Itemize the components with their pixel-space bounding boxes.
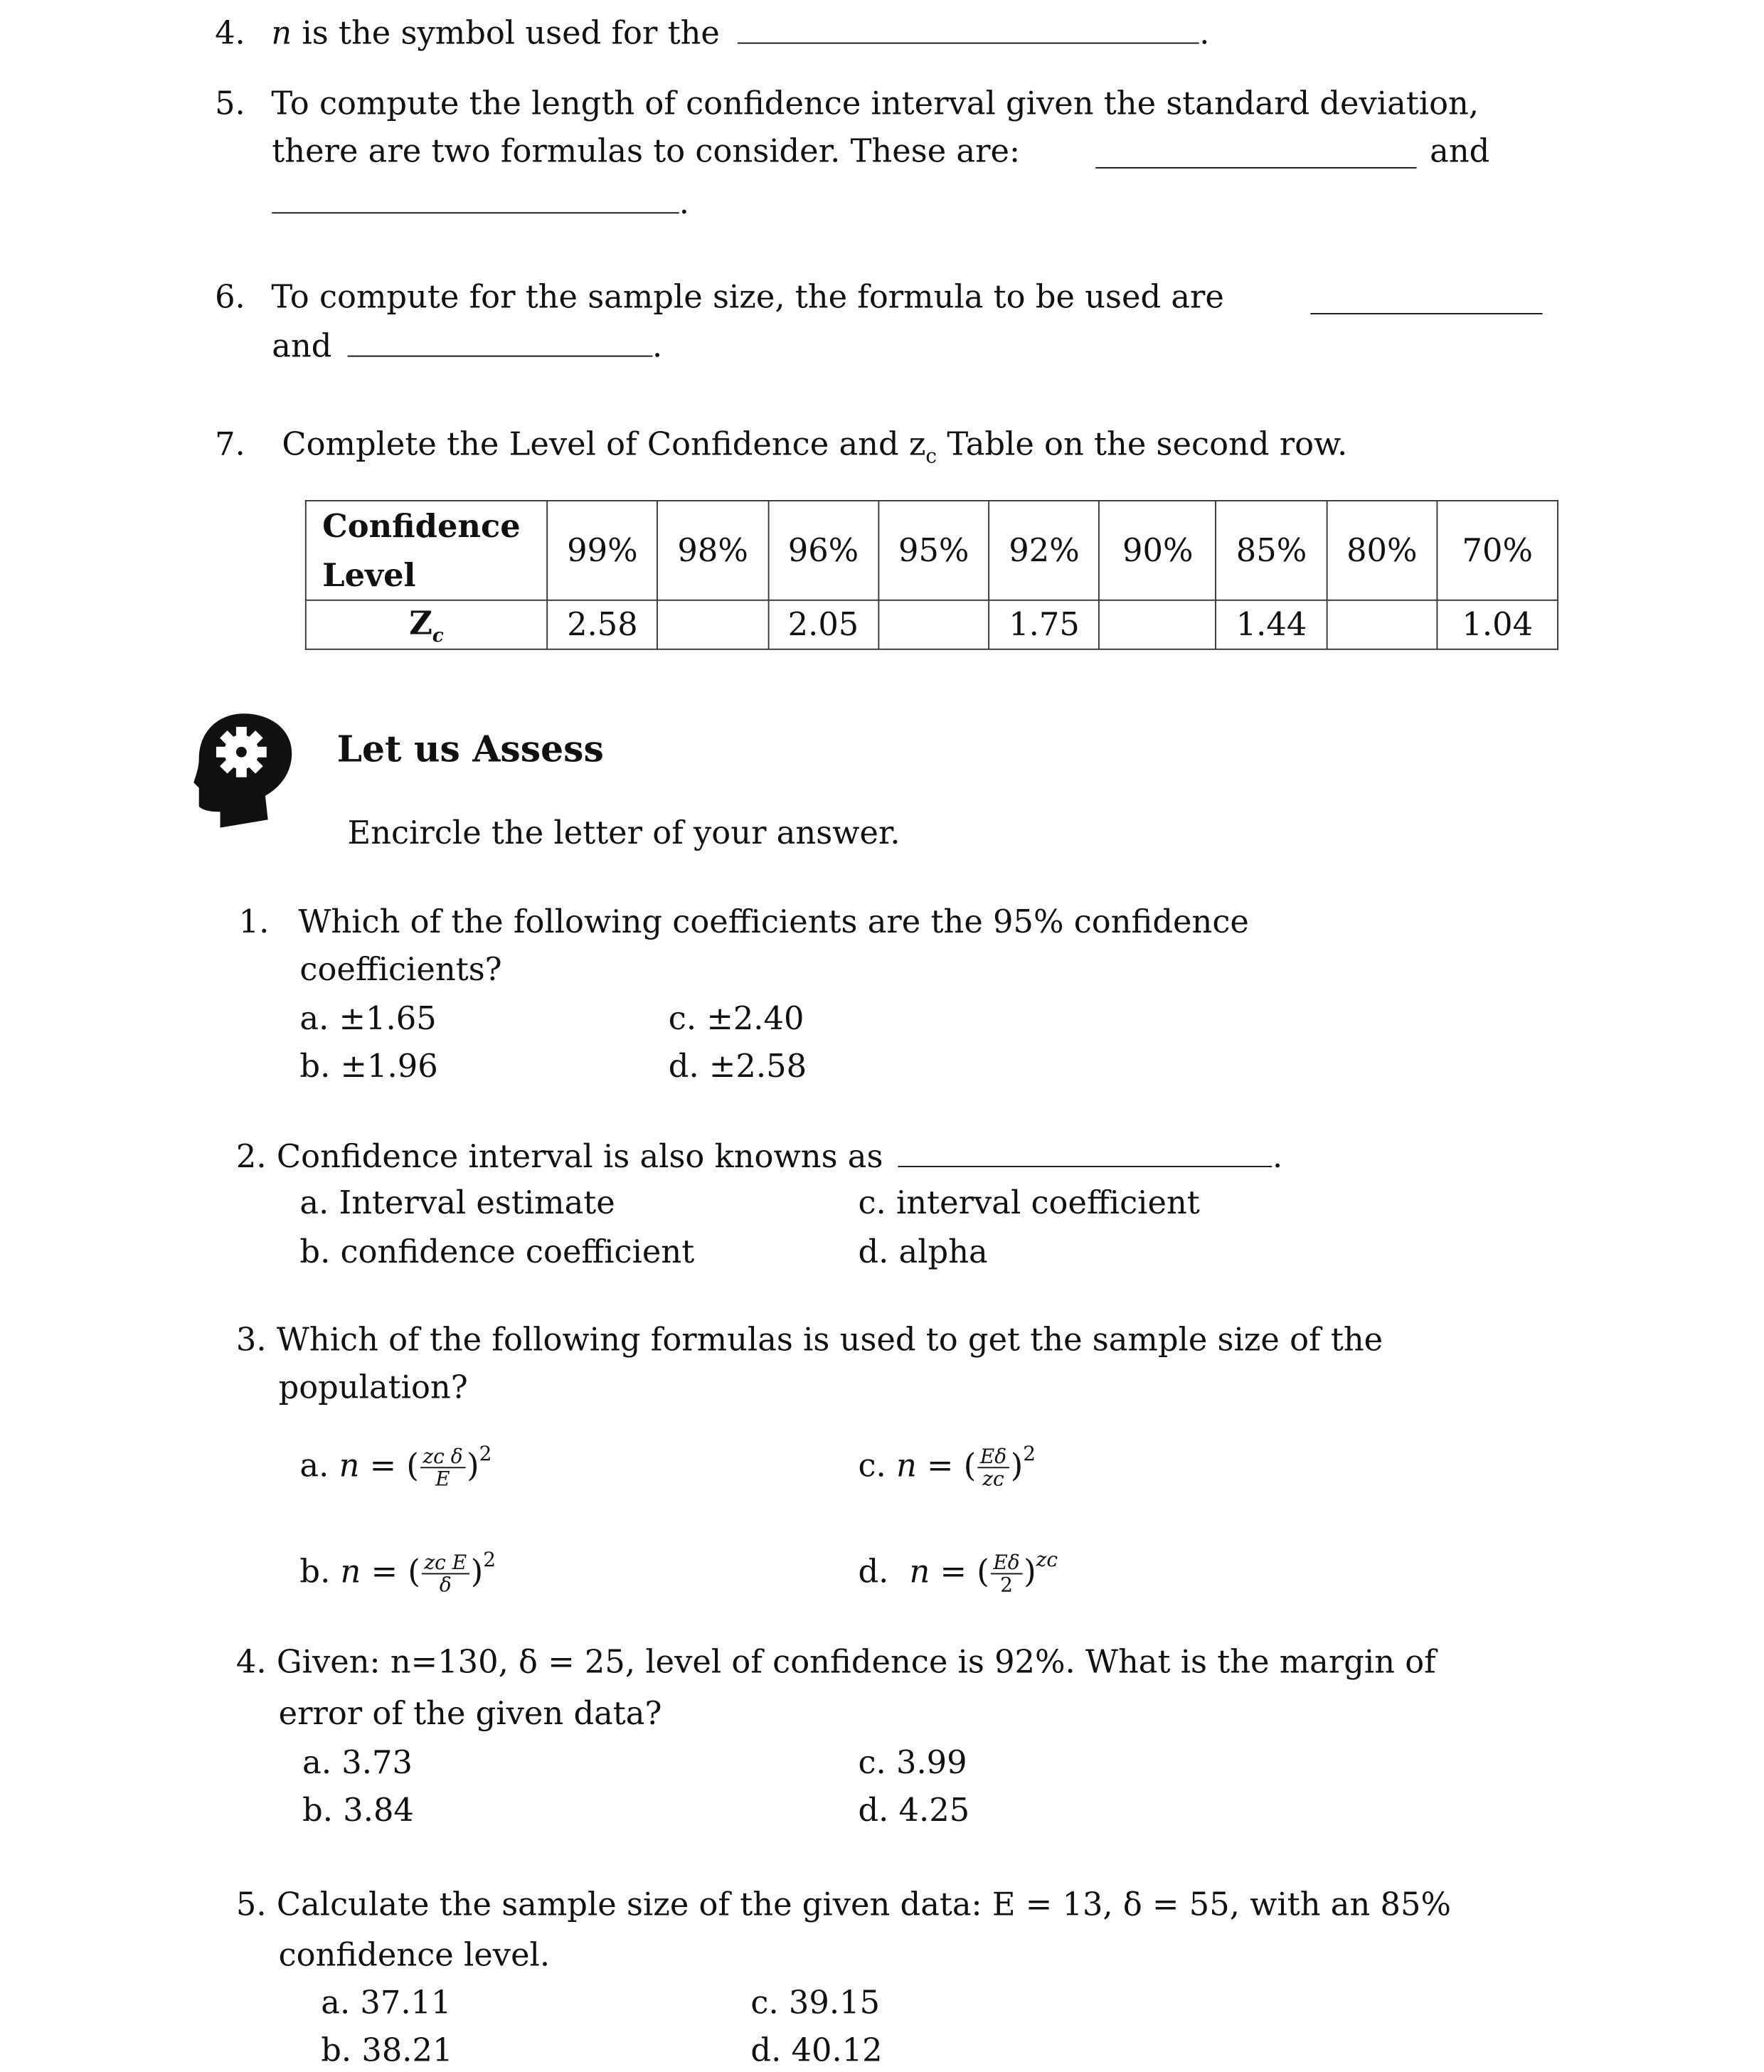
choice-a[interactable]: a. Interval estimate bbox=[299, 1184, 615, 1222]
choice-c-formula[interactable]: c. n = ( $\frac{E\delta}{\text{zᴄ}}$ )$^2$ bbox=[858, 1441, 1036, 1491]
answer-blank[interactable] bbox=[738, 11, 1199, 44]
zc-cell[interactable]: 2.05 bbox=[768, 600, 878, 649]
and-text: and bbox=[272, 327, 332, 365]
item-7 bbox=[215, 423, 1347, 477]
choice-a-formula[interactable]: a. n = ( $\frac{\text{zᴄ δ}}{E}$ )$^2$ bbox=[299, 1441, 492, 1491]
zc-cell[interactable]: 1.75 bbox=[989, 600, 1099, 649]
choice-b[interactable]: b. confidence coefficient bbox=[299, 1233, 695, 1271]
choice-c[interactable]: c. interval coefficient bbox=[858, 1184, 1200, 1222]
choice-a[interactable]: a. 3.73 bbox=[302, 1744, 413, 1782]
choice-b[interactable]: b. 3.84 bbox=[302, 1792, 414, 1829]
zc-row bbox=[306, 600, 1558, 649]
answer-blank[interactable] bbox=[272, 181, 679, 214]
item-number: 4. bbox=[215, 14, 245, 52]
header-confidence-level: Confidence Level bbox=[306, 501, 547, 600]
subscript: c bbox=[925, 444, 937, 468]
item-number: 7. bbox=[215, 425, 245, 463]
choice-b[interactable]: b. 38.21 bbox=[321, 2031, 453, 2069]
choice-b[interactable]: b. ±1.96 bbox=[299, 1048, 438, 1085]
level-cell: 99% bbox=[547, 501, 657, 600]
item-text: To compute for the sample size, the formula to be used are bbox=[271, 278, 1224, 316]
question-1: 1. Which of the following coefficients are the 95% confidence bbox=[238, 903, 1249, 941]
header-zc: $Z_c$ bbox=[306, 600, 547, 649]
zc-cell[interactable]: 2.58 bbox=[547, 600, 657, 649]
n-symbol: n bbox=[271, 14, 292, 52]
item-number: 5. bbox=[215, 85, 245, 122]
level-cell: 92% bbox=[989, 501, 1099, 600]
confidence-row bbox=[306, 501, 1558, 600]
zc-cell[interactable]: 1.44 bbox=[1216, 600, 1327, 649]
item-5-line2 bbox=[272, 130, 1020, 173]
answer-blank[interactable] bbox=[347, 324, 652, 357]
choice-c[interactable]: c. ±2.40 bbox=[668, 999, 804, 1038]
item-5-line3: . bbox=[272, 181, 689, 225]
level-cell: 90% bbox=[1100, 501, 1216, 600]
question-5: 5. Calculate the sample size of the given data: E = 13, δ = 55, with an 85% bbox=[235, 1886, 1452, 1923]
question-2: 2. Confidence interval is also knowns as . bbox=[236, 1134, 1282, 1178]
question-text: error of the given data? bbox=[278, 1695, 662, 1733]
question-text: coefficients? bbox=[299, 950, 502, 989]
item-text: is the symbol used for the bbox=[292, 14, 720, 52]
answer-blank[interactable] bbox=[1310, 276, 1542, 314]
choice-d[interactable]: d. 40.12 bbox=[750, 2031, 883, 2069]
question-text: confidence level. bbox=[278, 1936, 551, 1974]
choice-a[interactable]: a. ±1.65 bbox=[299, 999, 437, 1038]
zc-cell[interactable]: 1.04 bbox=[1437, 600, 1558, 649]
instruction: Encircle the letter of your answer. bbox=[347, 814, 900, 852]
zc-cell[interactable] bbox=[658, 600, 768, 649]
choice-d-formula[interactable]: d. n = ( $\frac{E\delta}{2}$ )$^{zᴄ}$ bbox=[858, 1548, 1058, 1598]
choice-b-formula[interactable]: b. n = ( $\frac{\text{zᴄ E}}{\delta}$ )$^2$ bbox=[299, 1548, 496, 1598]
item-number: 6. bbox=[215, 278, 245, 316]
and-text: and bbox=[1430, 132, 1490, 170]
choice-a[interactable]: a. 37.11 bbox=[321, 1984, 452, 2021]
choice-d[interactable]: d. alpha bbox=[858, 1233, 988, 1271]
level-cell: 70% bbox=[1437, 501, 1558, 600]
level-cell: 85% bbox=[1216, 501, 1327, 600]
item-4: 4. n is the symbol used for the . bbox=[215, 11, 1209, 55]
confidence-table bbox=[305, 500, 1558, 650]
item-text: Complete the Level of Confidence and z bbox=[282, 425, 926, 463]
choice-c[interactable]: c. 3.99 bbox=[858, 1744, 967, 1782]
level-cell: 98% bbox=[658, 501, 768, 600]
level-cell: 80% bbox=[1327, 501, 1437, 600]
choice-d[interactable]: d. ±2.58 bbox=[668, 1048, 807, 1085]
item-text: To compute the length of confidence interval given the standard deviation, bbox=[271, 85, 1479, 122]
question-4: 4. Given: n=130, δ = 25, level of confidence is 92%. What is the margin of bbox=[235, 1643, 1436, 1681]
question-text: population? bbox=[278, 1369, 468, 1406]
choice-c[interactable]: c. 39.15 bbox=[750, 1984, 881, 2021]
item-5-line1 bbox=[215, 83, 1479, 125]
answer-blank[interactable] bbox=[1095, 130, 1416, 169]
level-cell: 95% bbox=[878, 501, 989, 600]
item-6-line2: and . bbox=[272, 324, 662, 368]
item-text: Table on the second row. bbox=[937, 425, 1348, 463]
item-text: there are two formulas to consider. These are: bbox=[272, 132, 1021, 170]
zc-cell[interactable] bbox=[1327, 600, 1437, 649]
section-title: Let us Assess bbox=[336, 729, 604, 771]
zc-cell[interactable] bbox=[1100, 600, 1216, 649]
zc-cell[interactable] bbox=[878, 600, 989, 649]
question-3: 3. Which of the following formulas is used to get the sample size of the bbox=[235, 1321, 1383, 1359]
head-gear-icon bbox=[193, 711, 294, 830]
choice-d[interactable]: d. 4.25 bbox=[858, 1792, 970, 1829]
level-cell: 96% bbox=[768, 501, 878, 600]
answer-blank[interactable] bbox=[898, 1134, 1272, 1167]
item-6-line1 bbox=[215, 276, 1224, 319]
